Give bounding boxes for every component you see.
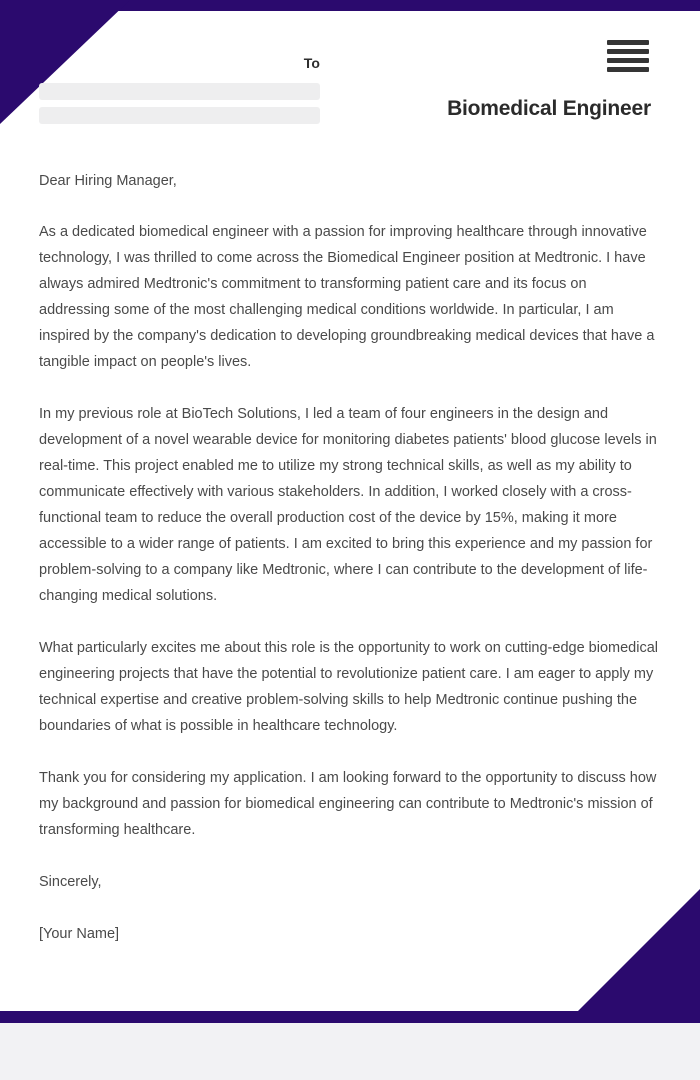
- recipient-placeholder-bar-1[interactable]: [39, 83, 320, 100]
- hamburger-bar-3: [607, 58, 649, 63]
- to-label: To: [303, 55, 320, 71]
- job-title: Biomedical Engineer: [447, 97, 651, 120]
- closing-line: Sincerely,: [39, 874, 102, 890]
- bottom-accent-bar: [0, 1011, 700, 1023]
- letter-paragraph-1: As a dedicated biomedical engineer with a passion for improving healthcare through innovative technology, I was thrilled to come across the Biomedical Engineer position at Medtronic. I have always admired Medtronic's commitment to transforming patient care and its focus on addressing some of the most challenging medical conditions worldwide. In particular, I am inspired by the company's dedication to developing groundbreaking medical devices that have a tangible impact on people's lives.: [39, 224, 655, 370]
- hamburger-bar-4: [607, 67, 649, 72]
- brand-block: [447, 40, 651, 121]
- salutation: Dear Hiring Manager,: [39, 173, 177, 189]
- hamburger-bar-2: [607, 49, 649, 54]
- recipient-block: [39, 54, 320, 124]
- recipient-placeholder-bar-2[interactable]: [39, 107, 320, 124]
- hamburger-bar-1: [607, 40, 649, 45]
- letter-paragraph-4: Thank you for considering my application. I am looking forward to the opportunity to discuss how my background and passion for biomedical engineering can contribute to Medtronic's mission of transforming healthcare.: [39, 770, 657, 838]
- letter-paragraph-3: What particularly excites me about this role is the opportunity to work on cutting-edge biomedical engineering projects that have the potential to revolutionize patient care. I am eager to apply my technical expertise and creative problem-solving skills to help Medtronic continue pushing the boundaries of what is possible in healthcare technology.: [39, 640, 658, 734]
- letter-header: [0, 0, 700, 150]
- letter-body: [39, 168, 661, 947]
- letter-paragraph-2: In my previous role at BioTech Solutions, I led a team of four engineers in the design and development of a novel wearable device for monitoring diabetes patients' blood glucose levels in real-time. This project enabled me to utilize my strong technical skills, as well as my ability to communicate effectively with various stakeholders. In addition, I worked closely with a cross-functional team to reduce the overall production cost of the device by 15%, making it more accessible to a wider range of patients. I am excited to bring this experience and my passion for problem-solving to a company like Medtronic, where I can contribute to the development of life-changing medical solutions.: [39, 406, 657, 604]
- signature-line: [Your Name]: [39, 926, 120, 942]
- hamburger-icon[interactable]: [607, 40, 649, 72]
